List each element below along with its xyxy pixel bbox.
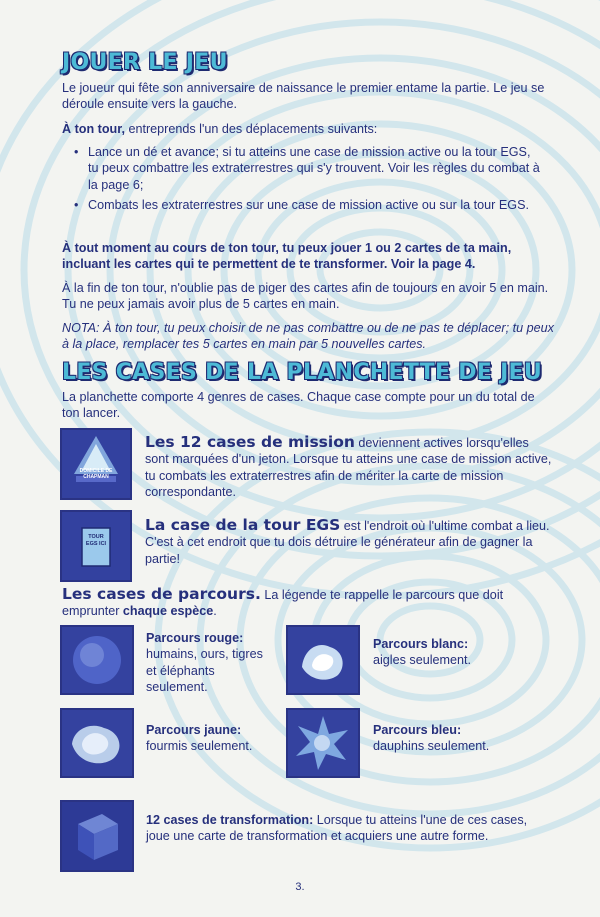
red-path-icon bbox=[62, 627, 132, 693]
white-path-icon bbox=[288, 627, 358, 693]
tower-desc: est l'endroit où l'ultime combat a lieu. C'est à cet endroit que tu dois détruire le générateur afin de gagner la partie! bbox=[145, 519, 550, 566]
tower-description bbox=[145, 517, 555, 567]
red-path-label: Parcours rouge: bbox=[146, 631, 244, 645]
transformation-label: 12 cases de transformation: bbox=[146, 813, 314, 827]
paths-title: Les cases de parcours. bbox=[62, 585, 261, 603]
white-path-desc: aigles seulement. bbox=[373, 653, 472, 668]
red-path-desc: humains, ours, tigres et éléphants seulement. bbox=[146, 647, 263, 695]
paths-desc-bold: chaque espèce bbox=[122, 604, 214, 619]
blue-path-icon bbox=[288, 710, 358, 776]
yellow-path-tile bbox=[60, 708, 134, 778]
paths-desc-pre: La légende te rappelle le parcours que doit emprunter bbox=[62, 588, 504, 619]
white-path-text bbox=[373, 636, 553, 669]
section-title-jouer-le-jeu: JOUER LE JEU bbox=[62, 50, 228, 75]
move-options-list bbox=[74, 144, 544, 218]
tower-tile-image bbox=[60, 510, 132, 582]
section-title-cases: LES CASES DE LA PLANCHETTE DE JEU bbox=[62, 360, 543, 385]
anytime-note: À tout moment au cours de ton tour, tu peux jouer 1 ou 2 cartes de ta main, incluant les cartes qui te permettent de te transformer. Voir la page 4. bbox=[62, 241, 512, 272]
move-option-fight: • Combats les extraterrestres sur une case de mission active ou sur la tour EGS. bbox=[74, 197, 544, 213]
paths-desc-post: . bbox=[213, 604, 217, 619]
mission-desc: deviennent actives lorsqu'elles sont marquées d'un jeton. Lorsque tu atteins une case de mission active, tu combats les extraterrestres afin de mériter la carte de mission correspondante. bbox=[145, 436, 552, 500]
mission-title: Les 12 cases de mission bbox=[145, 433, 355, 451]
nota-paragraph: NOTA: À ton tour, tu peux choisir de ne pas combattre ou de ne pas te déplacer; tu peux à la place, remplacer tes 5 cartes en main par 5 nouvelles cartes. bbox=[62, 321, 554, 352]
yellow-path-desc: fourmis seulement. bbox=[146, 739, 253, 754]
white-path-tile bbox=[286, 625, 360, 695]
move-option-roll: • Lance un dé et avance; si tu atteins une case de mission active ou la tour EGS, tu peux combattre les extraterrestres qui s'y trouvent. Voir les règles du combat à la page 6; bbox=[74, 144, 544, 193]
turn-lead: À ton tour, bbox=[62, 122, 125, 136]
white-path-label: Parcours blanc: bbox=[373, 637, 469, 651]
page-number: 3. bbox=[295, 881, 305, 893]
transformation-desc: Lorsque tu atteins l'une de ces cases, joue une carte de transformation et acquiers une autre forme. bbox=[146, 813, 528, 844]
mission-tile-image bbox=[60, 428, 132, 500]
yellow-path-icon bbox=[62, 710, 132, 776]
blue-path-tile bbox=[286, 708, 360, 778]
yellow-path-text bbox=[146, 722, 281, 755]
blue-path-desc: dauphins seulement. bbox=[373, 739, 490, 754]
turn-paragraph bbox=[62, 121, 557, 137]
blue-path-label: Parcours bleu: bbox=[373, 723, 462, 737]
cases-intro: La planchette comporte 4 genres de cases. Chaque case compte pour un du total de ton lancer. bbox=[62, 390, 535, 421]
end-turn-paragraph: À la fin de ton tour, n'oublie pas de piger des cartes afin de toujours en avoir 5 en main. Tu ne peux jamais avoir plus de 5 cartes en main. bbox=[62, 281, 549, 312]
red-path-text bbox=[146, 630, 276, 696]
yellow-path-label: Parcours jaune: bbox=[146, 723, 242, 737]
mission-tile-icon bbox=[62, 430, 130, 498]
turn-rest: entreprends l'un des déplacements suivants: bbox=[124, 122, 378, 136]
transformation-tile bbox=[60, 800, 134, 872]
mission-description bbox=[145, 434, 555, 501]
paths-description bbox=[62, 586, 542, 620]
cube-icon bbox=[62, 802, 132, 870]
mission-tile-label: DOMICILE DE CHAPMAN bbox=[79, 468, 113, 480]
intro-paragraph: Le joueur qui fête son anniversaire de naissance le premier entame la partie. Le jeu se déroule ensuite vers la gauche. bbox=[62, 81, 545, 112]
blue-path-text bbox=[373, 722, 553, 755]
transformation-text bbox=[146, 812, 546, 845]
tower-tile-label: TOUR EGS ICI bbox=[85, 534, 107, 547]
tower-title: La case de la tour EGS bbox=[145, 516, 341, 534]
red-path-tile bbox=[60, 625, 134, 695]
